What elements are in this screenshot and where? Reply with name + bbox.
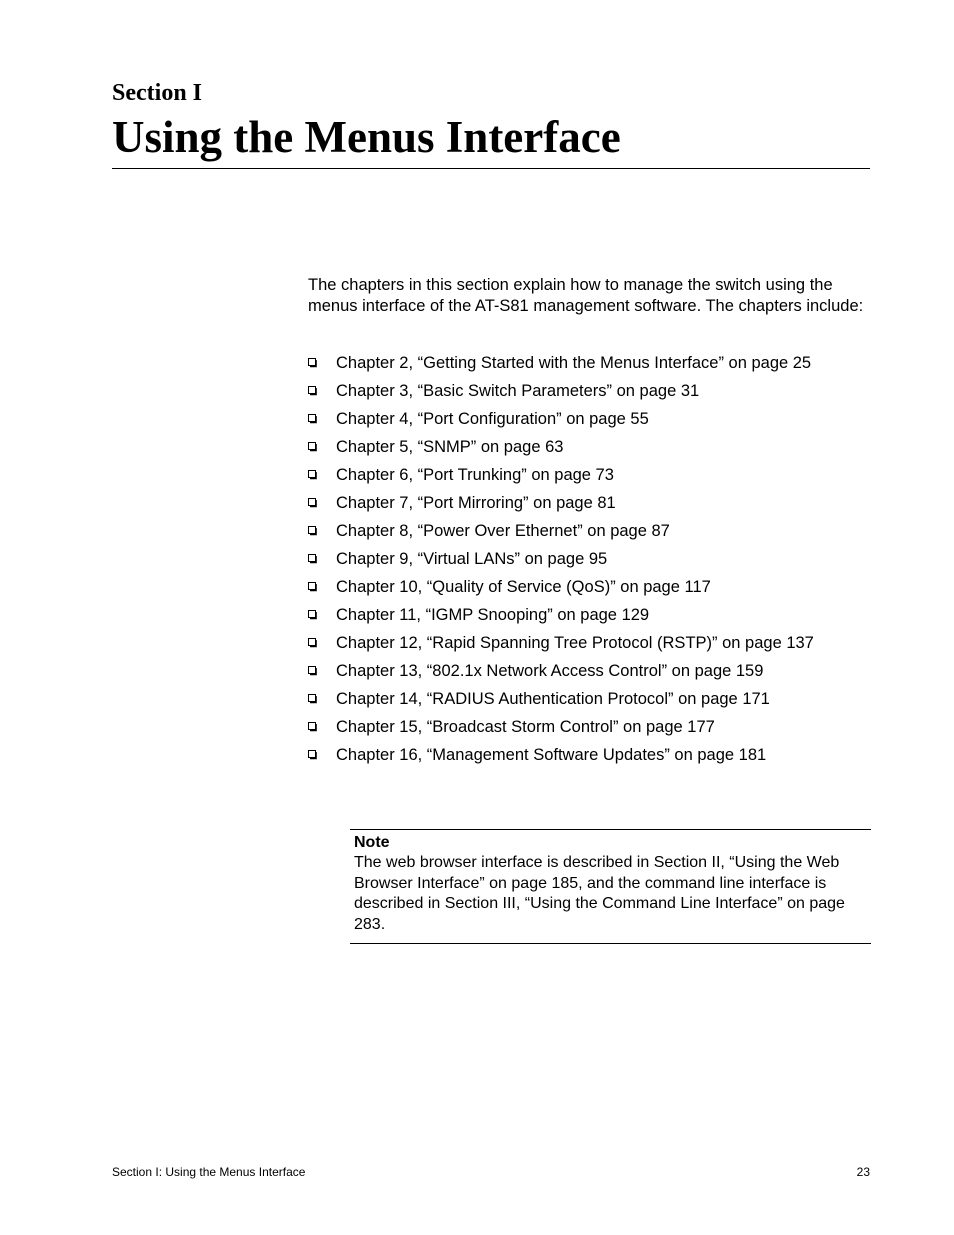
chapter-link-text: Chapter 11, “IGMP Snooping” on page 129	[336, 606, 650, 624]
page-title: Using the Menus Interface	[112, 112, 621, 162]
list-item	[308, 744, 868, 772]
checkbox-bullet-icon	[308, 750, 318, 760]
list-item	[308, 352, 868, 380]
chapter-link-text: Chapter 14, “RADIUS Authentication Protocol” on page 171	[336, 690, 770, 708]
chapter-link-text: Chapter 15, “Broadcast Storm Control” on page 177	[336, 718, 715, 736]
chapter-link-text: Chapter 5, “SNMP” on page 63	[336, 438, 564, 456]
chapter-link-text: Chapter 4, “Port Configuration” on page 55	[336, 410, 649, 428]
footer-page-number: 23	[856, 1165, 870, 1179]
list-item	[308, 380, 868, 408]
chapter-link-text: Chapter 16, “Management Software Updates” on page 181	[336, 746, 767, 764]
list-item	[308, 436, 868, 464]
intro-paragraph: The chapters in this section explain how to manage the switch using the menus interface of the AT-S81 management software. The chapters include:	[308, 276, 864, 315]
list-item	[308, 660, 868, 688]
checkbox-bullet-icon	[308, 526, 318, 536]
checkbox-bullet-icon	[308, 386, 318, 396]
chapter-list	[308, 352, 868, 772]
list-item	[308, 408, 868, 436]
list-item	[308, 604, 868, 632]
chapter-link-text: Chapter 8, “Power Over Ethernet” on page 87	[336, 522, 670, 540]
checkbox-bullet-icon	[308, 722, 318, 732]
checkbox-bullet-icon	[308, 610, 318, 620]
checkbox-bullet-icon	[308, 442, 318, 452]
list-item	[308, 632, 868, 660]
footer-section-title: Section I: Using the Menus Interface	[112, 1165, 306, 1179]
checkbox-bullet-icon	[308, 582, 318, 592]
chapter-link-text: Chapter 12, “Rapid Spanning Tree Protocol (RSTP)” on page 137	[336, 634, 814, 652]
chapter-link-text: Chapter 3, “Basic Switch Parameters” on page 31	[336, 382, 700, 400]
checkbox-bullet-icon	[308, 358, 318, 368]
list-item	[308, 548, 868, 576]
chapter-link-text: Chapter 9, “Virtual LANs” on page 95	[336, 550, 608, 568]
checkbox-bullet-icon	[308, 638, 318, 648]
chapter-link-text: Chapter 13, “802.1x Network Access Control” on page 159	[336, 662, 764, 680]
checkbox-bullet-icon	[308, 498, 318, 508]
chapter-link-text: Chapter 2, “Getting Started with the Menus Interface” on page 25	[336, 354, 812, 372]
checkbox-bullet-icon	[308, 554, 318, 564]
list-item	[308, 520, 868, 548]
list-item	[308, 464, 868, 492]
chapter-link-text: Chapter 6, “Port Trunking” on page 73	[336, 466, 614, 484]
list-item	[308, 492, 868, 520]
checkbox-bullet-icon	[308, 694, 318, 704]
chapter-link-text: Chapter 10, “Quality of Service (QoS)” on page 117	[336, 578, 711, 596]
checkbox-bullet-icon	[308, 470, 318, 480]
checkbox-bullet-icon	[308, 414, 318, 424]
note-box	[350, 829, 871, 944]
note-body: The web browser interface is described in Section II, “Using the Web Browser Interface” on page 185, and the command line interface is described in Section III, “Using the Command Line Interface” on page 283.	[354, 854, 845, 933]
chapter-link-text: Chapter 7, “Port Mirroring” on page 81	[336, 494, 616, 512]
section-label: Section I	[112, 80, 202, 106]
list-item	[308, 576, 868, 604]
title-divider	[112, 168, 870, 169]
list-item	[308, 688, 868, 716]
note-heading: Note	[354, 834, 390, 851]
list-item	[308, 716, 868, 744]
checkbox-bullet-icon	[308, 666, 318, 676]
